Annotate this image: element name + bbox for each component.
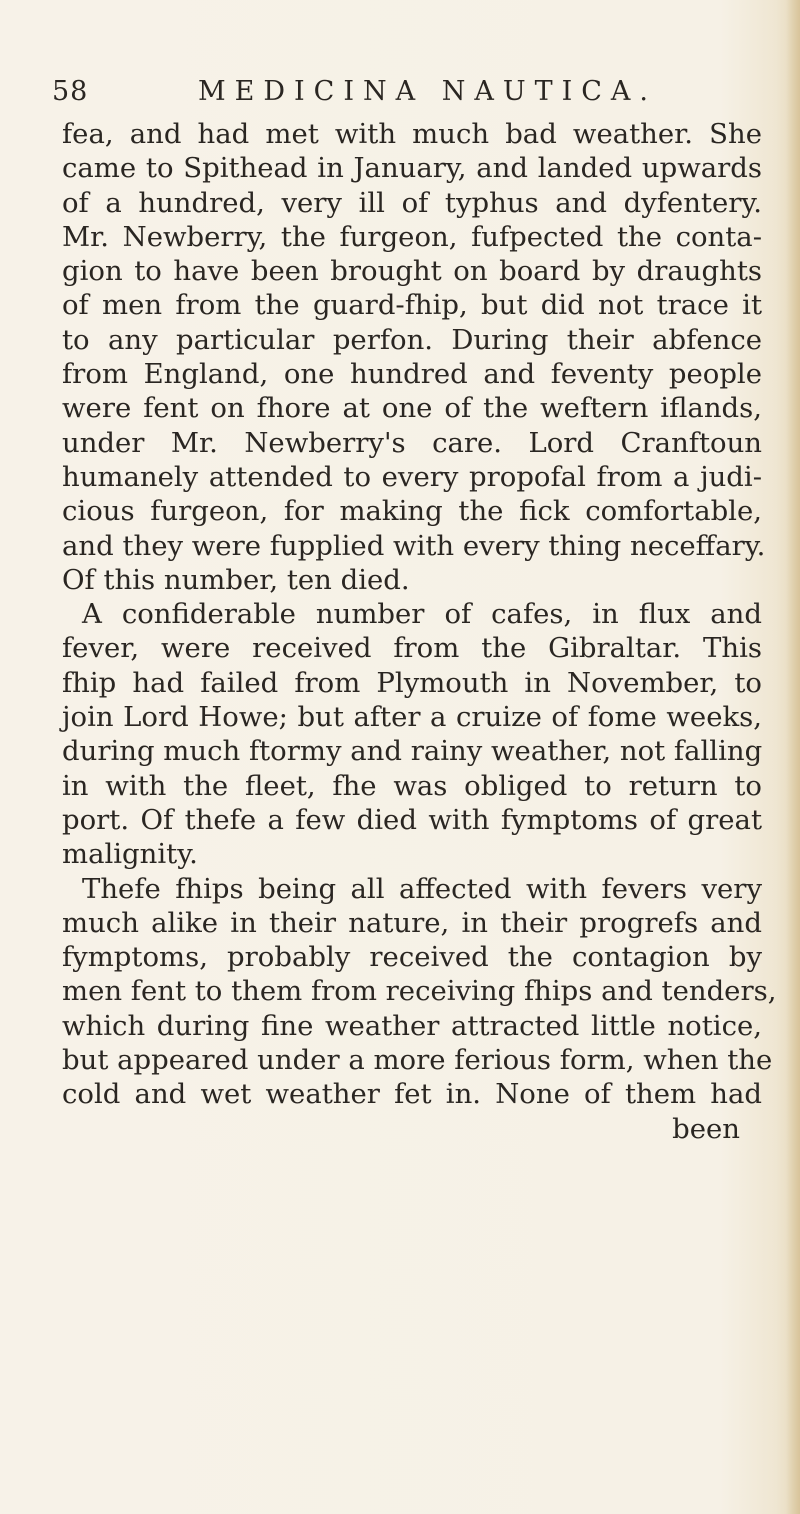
text-line: of a hundred, very ill of typhus and dyfentery. bbox=[62, 186, 762, 219]
text-line: of men from the guard-fhip, but did not trace it bbox=[62, 289, 762, 322]
text-line: to any particular perfon. During their abfence bbox=[62, 323, 762, 356]
text-line: fever, were received from the Gibraltar. This bbox=[62, 632, 762, 665]
text-line: were fent on fhore at one of the weftern iflands, bbox=[62, 392, 762, 425]
text-line: and they were fupplied with every thing neceffary. bbox=[62, 529, 766, 562]
text-line: fea, and had met with much bad weather. She bbox=[62, 118, 762, 150]
text-line: came to Spithead in January, and landed upwards bbox=[62, 152, 762, 185]
text-line: which during fine weather attracted little notice, bbox=[62, 1009, 762, 1042]
text-line: cious furgeon, for making the fick comfortable, bbox=[62, 495, 762, 528]
text-line: men fent to them from receiving fhips and tenders, bbox=[62, 975, 777, 1008]
text-line: fhip had failed from Plymouth in November, to bbox=[62, 666, 762, 699]
text-line: in with the fleet, fhe was obliged to return to bbox=[62, 769, 762, 802]
text-line: fymptoms, probably received the contagion by bbox=[62, 941, 762, 974]
page-edge-shadow bbox=[786, 0, 800, 1514]
paragraph-start-line: A confiderable number of cafes, in flux and bbox=[82, 598, 762, 631]
text-line: Mr. Newberry, the furgeon, fufpected the conta- bbox=[62, 220, 762, 253]
text-line: under Mr. Newberry's care. Lord Cranftoun bbox=[62, 426, 762, 459]
text-line: join Lord Howe; but after a cruize of fome weeks, bbox=[62, 701, 762, 734]
text-line: but appeared under a more ferious form, when the bbox=[62, 1044, 773, 1077]
text-line: cold and wet weather fet in. None of them had bbox=[62, 1078, 762, 1111]
text-line: malignity. bbox=[62, 838, 198, 871]
text-line: humanely attended to every propofal from a judi- bbox=[62, 460, 762, 493]
page-header bbox=[52, 74, 752, 114]
running-head: MEDICINA NAUTICA. bbox=[198, 76, 657, 107]
paragraph-start-line: Thefe fhips being all affected with fevers very bbox=[82, 872, 762, 905]
catchword: been bbox=[672, 1112, 740, 1145]
page-number: 58 bbox=[52, 76, 89, 107]
text-line: during much ftormy and rainy weather, not falling bbox=[62, 735, 763, 768]
text-line: much alike in their nature, in their progrefs and bbox=[62, 906, 762, 939]
body-text bbox=[62, 117, 777, 1146]
text-line: from England, one hundred and feventy people bbox=[62, 358, 762, 391]
text-line: Of this number, ten died. bbox=[62, 563, 410, 596]
text-line: gion to have been brought on board by draughts bbox=[62, 255, 762, 288]
text-line: port. Of thefe a few died with fymptoms of great bbox=[62, 803, 762, 836]
